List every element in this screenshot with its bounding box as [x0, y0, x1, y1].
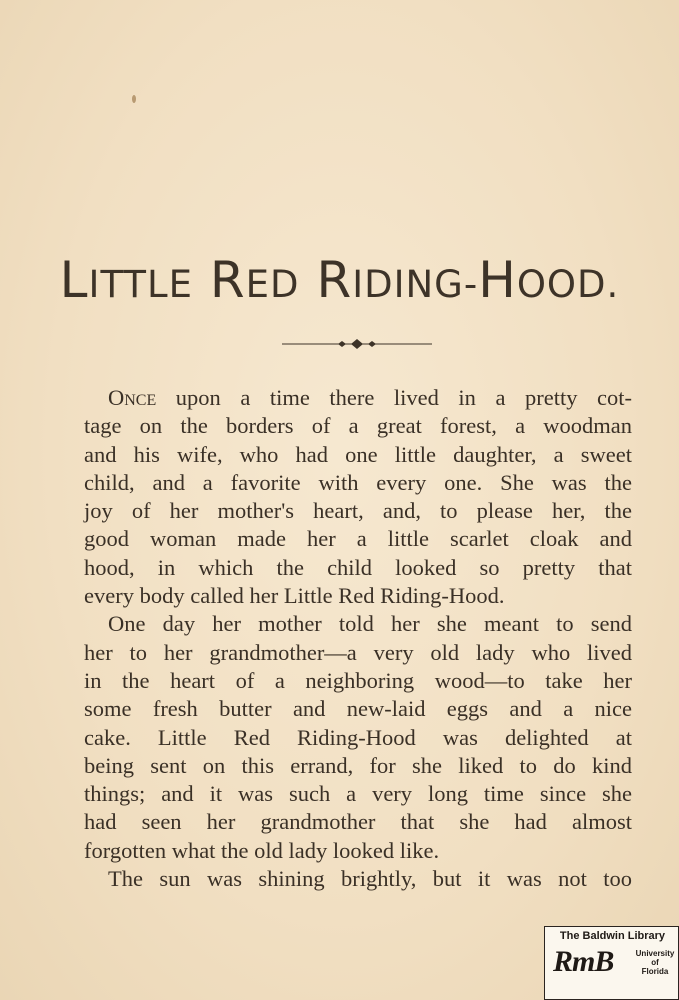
title-initial-1: L — [59, 251, 89, 309]
text-line: The sun was shining brightly, but it was not too — [108, 866, 632, 892]
story-text — [84, 384, 632, 893]
university-line: Florida — [641, 967, 669, 976]
text-line: things; and it was such a very long time since she — [84, 781, 632, 807]
university-line: University — [635, 949, 675, 958]
text-line: and his wife, who had one little daughter, a sweet — [84, 441, 632, 467]
paragraph-3 — [84, 865, 632, 893]
library-name: The Baldwin Library — [559, 930, 666, 942]
title-initial-2: R — [209, 251, 246, 309]
text-line: tage on the borders of a great forest, a woodman — [84, 413, 632, 439]
university-line: of — [651, 958, 659, 967]
text-line: being sent on this errand, for she liked to do kind — [84, 752, 632, 778]
library-logo: RmB — [553, 945, 614, 978]
text-line: forgotten what the old lady looked like. — [84, 837, 440, 863]
text-line: every body called her Little Red Riding-Hood. — [84, 583, 505, 609]
text-line: good woman made her a little scarlet cloak and — [84, 526, 632, 552]
text-line: had seen her grandmother that she had almost — [84, 809, 632, 835]
university-label — [633, 949, 677, 976]
text-line: joy of her mother's heart, and, to please her, the — [84, 498, 632, 524]
text-line: One day her mother told her she meant to send — [108, 611, 632, 637]
text-line — [84, 384, 632, 412]
text-line: child, and a favorite with every one. She was the — [84, 469, 632, 495]
text-line: in the heart of a neighboring wood—to take her — [84, 667, 632, 693]
title-initial-3: R — [316, 251, 353, 309]
title-initial-4: H — [478, 251, 517, 309]
text-line: hood, in which the child looked so pretty that — [84, 554, 632, 580]
text-line: her to her grandmother—a very old lady who lived — [84, 639, 632, 665]
lead-word: Once — [108, 385, 157, 410]
title-part-4: OOD. — [516, 263, 620, 306]
text-line: cake. Little Red Riding-Hood was delighted at — [84, 724, 632, 750]
paragraph-2 — [84, 610, 632, 865]
title-part-3: IDING- — [352, 263, 479, 306]
title-part-1: ITTLE — [88, 263, 193, 306]
paper-speck — [132, 95, 136, 103]
text-line-content: upon a time there lived in a pretty cot- — [156, 385, 632, 410]
title-part-2: ED — [245, 263, 300, 306]
ornament-divider-icon — [282, 336, 432, 352]
chapter-title — [0, 250, 679, 315]
paragraph-1 — [84, 384, 632, 610]
library-stamp — [544, 926, 679, 1000]
text-line: some fresh butter and new-laid eggs and a nice — [84, 696, 632, 722]
